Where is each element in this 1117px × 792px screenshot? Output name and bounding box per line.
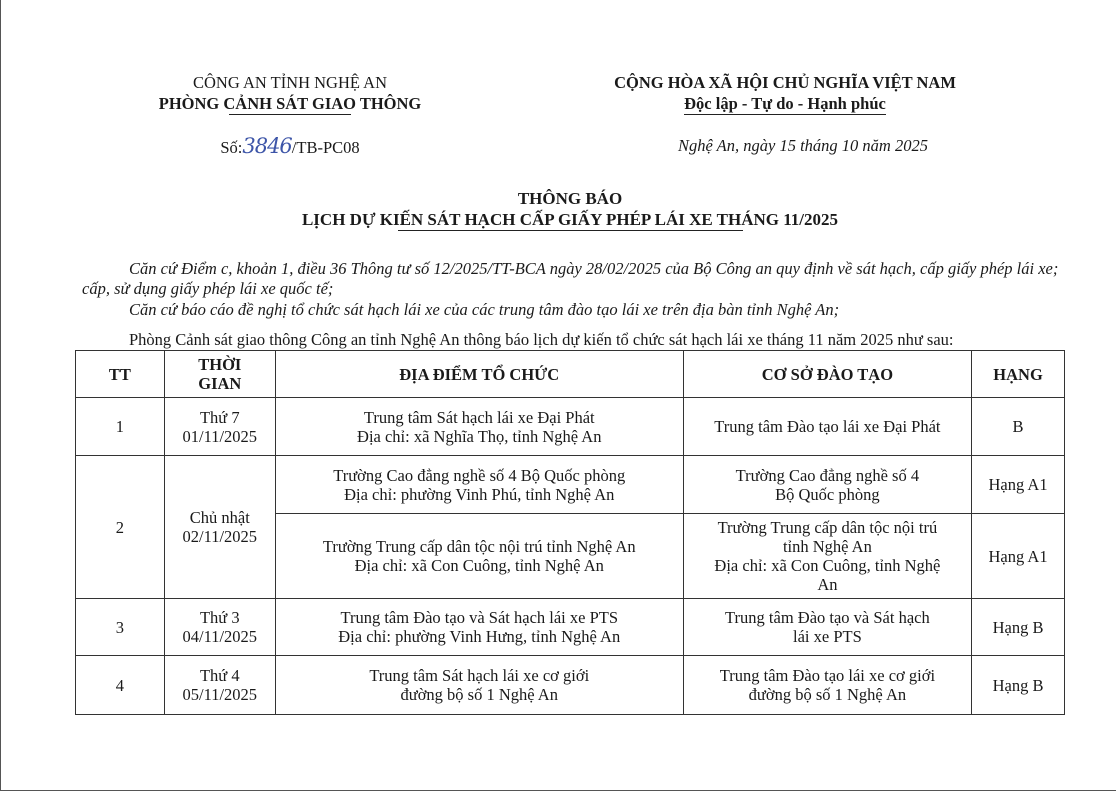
issuing-agency-block (140, 72, 440, 115)
cell-time (164, 456, 275, 599)
cell-date: 02/11/2025 (182, 527, 258, 546)
cell-training-center (683, 456, 971, 514)
agency-name: CÔNG AN TỈNH NGHỆ AN (192, 73, 388, 92)
place-date: Nghệ An, ngày 15 tháng 10 năm 2025 (678, 136, 928, 155)
cell-training-center (683, 656, 971, 715)
header-time-line-2: GIAN (198, 374, 242, 393)
title-line-2: LỊCH DỰ KIẾN SÁT HẠCH CẤP GIẤY PHÉP LÁI XE THÁNG 11/2025 (301, 210, 839, 229)
notice-title (100, 188, 1040, 231)
center-line: Trường Cao đẳng nghề số 4 (735, 465, 920, 485)
legal-basis-paragraph: Căn cứ Điểm c, khoản 1, điều 36 Thông tư số 12/2025/TT-BCA ngày 28/02/2025 của Bộ Công an quy định về sát hạch, cấp giấy phép lái xe; cấp, sử dụng giấy phép lái xe quốc tế; (82, 259, 1059, 298)
cell-day: Chủ nhật (189, 508, 250, 527)
table-row (76, 599, 1065, 656)
cell-rank: Hạng A1 (972, 514, 1065, 599)
table-header-row (76, 351, 1065, 398)
cell-day: Thứ 7 (199, 407, 240, 427)
cell-tt: 2 (76, 456, 165, 599)
cell-training-center (683, 514, 971, 599)
cell-day: Thứ 3 (199, 608, 240, 627)
doc-number-suffix: /TB-PC08 (291, 138, 360, 157)
cell-location (275, 456, 683, 514)
header-time (164, 351, 275, 398)
cell-training-center (683, 398, 971, 456)
cell-time (164, 599, 275, 656)
table-row (76, 656, 1065, 715)
document-number (180, 134, 400, 158)
motto-wrap (684, 93, 886, 115)
cell-date: 05/11/2025 (182, 685, 258, 704)
header-rank: HẠNG (972, 351, 1065, 398)
cell-tt: 1 (76, 398, 165, 456)
exam-schedule-table (75, 350, 1065, 715)
motto-underline (684, 114, 886, 115)
location-address: Địa chỉ: phường Vinh Hưng, tỉnh Nghệ An (338, 627, 621, 646)
header-tt: TT (76, 351, 165, 398)
location-address: Địa chỉ: xã Nghĩa Thọ, tỉnh Nghệ An (357, 426, 602, 446)
cell-time (164, 656, 275, 715)
cell-date: 04/11/2025 (182, 627, 258, 646)
center-line: Trung tâm Đào tạo lái xe cơ giới (719, 666, 936, 685)
center-line: tỉnh Nghệ An (782, 537, 872, 556)
location-name: Trung tâm Đào tạo và Sát hạch lái xe PTS (340, 608, 619, 627)
cell-training-center (683, 599, 971, 656)
cell-rank: B (972, 398, 1065, 456)
location-name: Trung tâm Sát hạch lái xe cơ giới (369, 666, 590, 685)
header-training-center: CƠ SỞ ĐÀO TẠO (683, 351, 971, 398)
doc-number-prefix: Số: (220, 138, 243, 157)
cell-day: Thứ 4 (199, 666, 240, 685)
location-name: Trung tâm Sát hạch lái xe Đại Phát (363, 407, 595, 427)
department-name: PHÒNG CẢNH SÁT GIAO THÔNG (158, 94, 422, 113)
report-basis-paragraph: Căn cứ báo cáo đề nghị tổ chức sát hạch lái xe của các trung tâm đào tạo lái xe trên địa bàn tỉnh Nghệ An; (129, 300, 840, 319)
location-address: đường bộ số 1 Nghệ An (400, 685, 558, 704)
center-line: Trung tâm Đào tạo lái xe Đại Phát (714, 417, 941, 436)
center-line: đường bộ số 1 Nghệ An (748, 685, 907, 704)
location-address: Địa chỉ: xã Con Cuông, tỉnh Nghệ An (354, 556, 604, 575)
cell-date: 01/11/2025 (182, 426, 258, 446)
republic-name: CỘNG HÒA XÃ HỘI CHỦ NGHĨA VIỆT NAM (614, 73, 956, 92)
cell-location (275, 514, 683, 599)
location-name: Trường Cao đẳng nghề số 4 Bộ Quốc phòng (333, 465, 626, 485)
cell-time (164, 398, 275, 456)
location-address: Địa chỉ: phường Vinh Phú, tỉnh Nghệ An (344, 484, 615, 504)
center-line: lái xe PTS (793, 627, 862, 646)
center-line: An (817, 575, 838, 594)
center-line: Bộ Quốc phòng (775, 484, 880, 504)
cell-rank: Hạng B (972, 599, 1065, 656)
department-underline (229, 114, 351, 115)
title-underline (398, 230, 743, 231)
announcement-paragraph: Phòng Cảnh sát giao thông Công an tỉnh Nghệ An thông báo lịch dự kiến tổ chức sát hạch lái xe tháng 11 năm 2025 như sau: (129, 330, 954, 349)
header-location: ĐỊA ĐIỂM TỔ CHỨC (275, 351, 683, 398)
cell-rank: Hạng A1 (972, 456, 1065, 514)
cell-location (275, 656, 683, 715)
cell-rank: Hạng B (972, 656, 1065, 715)
cell-tt: 4 (76, 656, 165, 715)
center-line: Địa chỉ: xã Con Cuông, tỉnh Nghệ (714, 556, 941, 575)
center-line: Trung tâm Đào tạo và Sát hạch (725, 608, 930, 627)
handwritten-number: 3846 (242, 134, 292, 158)
location-name: Trường Trung cấp dân tộc nội trú tỉnh Nghệ An (322, 537, 636, 556)
header-time-line-1: THỜI (198, 355, 242, 374)
cell-tt: 3 (76, 599, 165, 656)
center-line: Trường Trung cấp dân tộc nội trú (717, 518, 938, 537)
table-row (76, 456, 1065, 514)
table-row (76, 398, 1065, 456)
title-line-1: THÔNG BÁO (517, 189, 623, 208)
national-motto: Độc lập - Tự do - Hạnh phúc (684, 94, 886, 113)
cell-location (275, 398, 683, 456)
national-header-block (580, 72, 990, 115)
cell-location (275, 599, 683, 656)
